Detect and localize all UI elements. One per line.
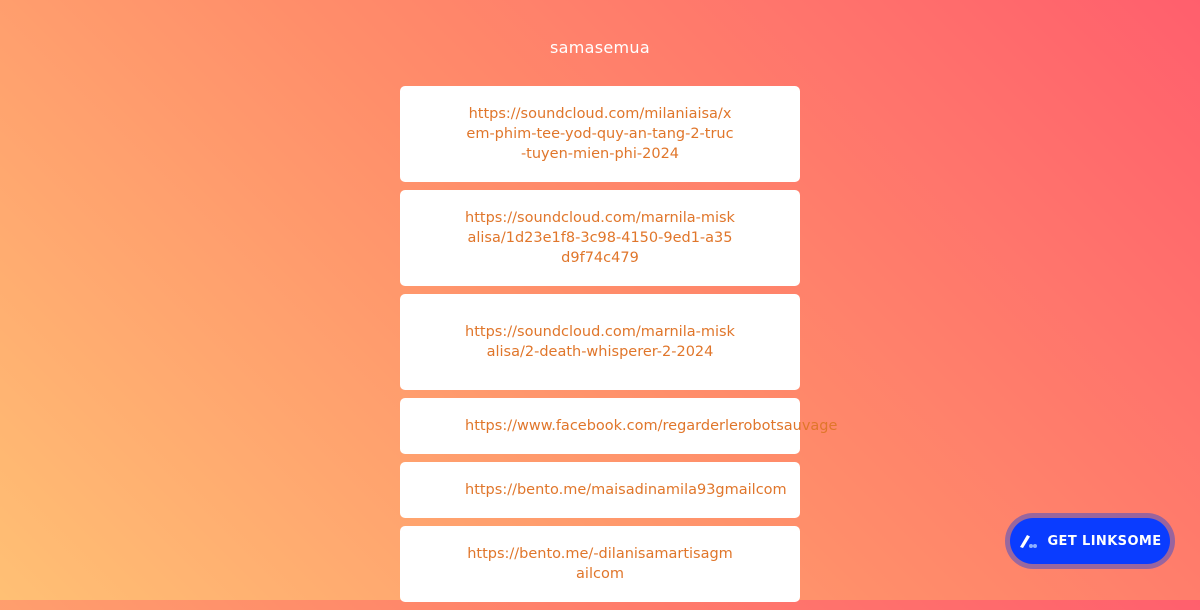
link-card-bento-1[interactable] (400, 462, 800, 518)
profile-name: samasemua (550, 38, 650, 57)
link-card-bento-2[interactable] (400, 526, 800, 602)
link-label: https://soundcloud.com/milaniaisa/xem-phim-tee-yod-quy-an-tang-2-truc-tuyen-mien-phi-2024 (466, 106, 734, 162)
link-card-soundcloud-2[interactable] (400, 190, 800, 286)
link-card-soundcloud-3[interactable] (400, 294, 800, 390)
linksome-logo-icon (1018, 533, 1038, 549)
link-label: https://bento.me/maisadinamila93gmailcom (465, 482, 787, 498)
link-card-facebook[interactable] (400, 398, 838, 454)
cta-outline (1005, 513, 1175, 569)
link-label: https://www.facebook.com/regarderlerobotsauvage (465, 418, 838, 434)
get-linksome-button[interactable] (1010, 518, 1170, 564)
link-label: https://soundcloud.com/marnila-miskalisa/2-death-whisperer-2-2024 (465, 324, 735, 360)
link-card-soundcloud-1[interactable] (400, 86, 800, 182)
links-list (400, 86, 838, 610)
cta-label: GET LINKSOME (1047, 533, 1162, 549)
link-label: https://bento.me/-dilanisamartisagmailcom (467, 546, 733, 582)
link-label: https://soundcloud.com/marnila-miskalisa/1d23e1f8-3c98-4150-9ed1-a35d9f74c479 (465, 210, 735, 266)
